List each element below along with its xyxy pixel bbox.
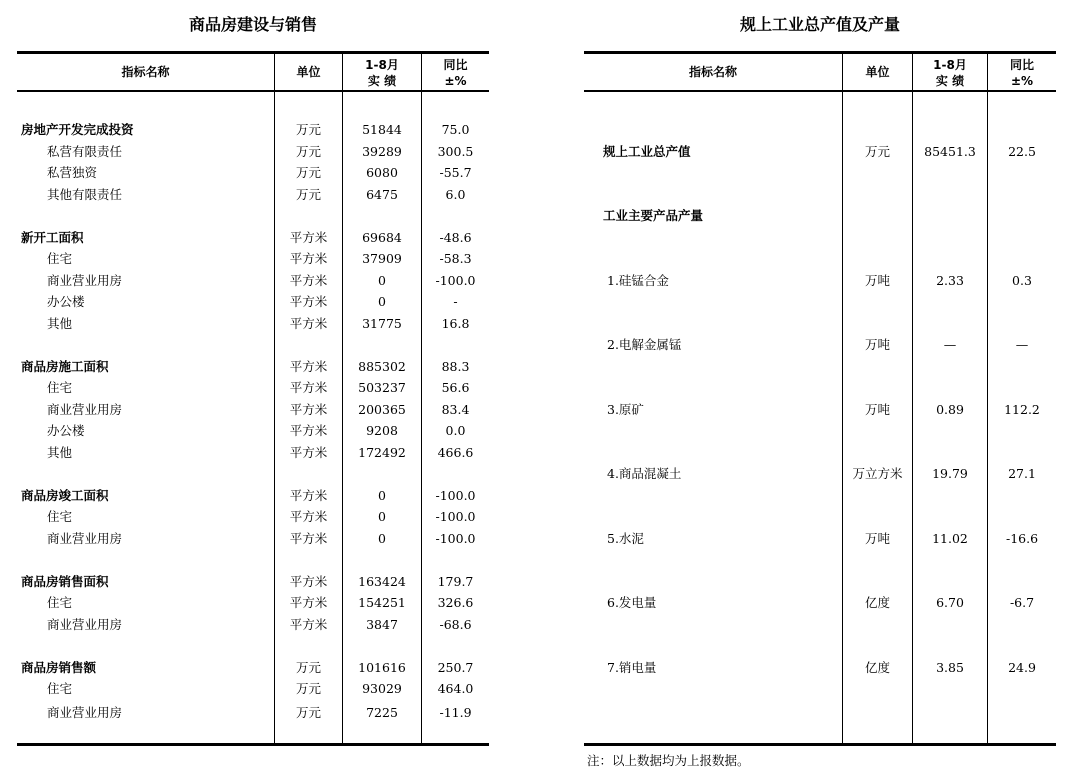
left-table-title: 商品房建设与销售 (188, 15, 317, 34)
right-row-5-name: 4.商品混凝土 (607, 466, 682, 481)
left-row-5-name: 住宅 (47, 251, 73, 266)
left-row-14-unit: 平方米 (289, 488, 328, 503)
left-row-21-name: 住宅 (47, 681, 73, 696)
right-row-1-name: 工业主要产品产量 (603, 208, 704, 223)
left-row-8-value: 31775 (362, 316, 402, 331)
left-row-17-yoy: 179.7 (437, 574, 474, 589)
left-header-rule (17, 90, 489, 92)
left-row-1-value: 39289 (362, 144, 402, 159)
right-row-6-yoy: -16.6 (1005, 531, 1039, 546)
left-row-15-unit: 平方米 (289, 509, 328, 524)
right-row-6-name: 5.水泥 (607, 531, 644, 546)
left-row-18-unit: 平方米 (289, 595, 328, 610)
left-row-18-yoy: 326.6 (437, 595, 474, 610)
left-row-7-unit: 平方米 (289, 294, 328, 309)
left-row-14-yoy: -100.0 (435, 488, 476, 503)
left-row-10-unit: 平方米 (289, 380, 328, 395)
left-row-10-yoy: 56.6 (441, 380, 470, 395)
left-row-2-unit: 万元 (295, 165, 321, 180)
right-row-2-value: 2.33 (936, 273, 964, 288)
left-row-19-name: 商业营业用房 (47, 617, 123, 632)
left-bottom-rule (17, 743, 489, 746)
left-row-3-yoy: 6.0 (445, 187, 466, 202)
left-row-3-unit: 万元 (295, 187, 321, 202)
left-row-20-value: 101616 (358, 660, 406, 675)
right-row-0-yoy: 22.5 (1008, 144, 1036, 159)
left-row-11-unit: 平方米 (289, 402, 328, 417)
left-row-11-name: 商业营业用房 (47, 402, 123, 417)
right-top-rule (584, 51, 1056, 54)
left-row-11-yoy: 83.4 (441, 402, 470, 417)
left-row-3-name: 其他有限责任 (47, 187, 123, 202)
right-row-0-name: 规上工业总产值 (603, 144, 691, 159)
right-row-3-name: 2.电解金属锰 (607, 337, 682, 352)
left-row-4-unit: 平方米 (289, 230, 328, 245)
left-row-6-name: 商业营业用房 (47, 273, 123, 288)
left-row-14-value: 0 (378, 488, 386, 503)
right-row-2-name: 1.硅锰合金 (607, 273, 669, 288)
left-row-1-yoy: 300.5 (437, 144, 474, 159)
left-row-12-name: 办公楼 (47, 423, 85, 438)
left-top-rule (17, 51, 489, 54)
right-row-4-name: 3.原矿 (607, 402, 644, 417)
right-row-1-yoy (988, 208, 1056, 224)
left-row-5-unit: 平方米 (289, 251, 328, 266)
left-row-20-unit: 万元 (295, 660, 321, 675)
left-row-9-unit: 平方米 (289, 359, 328, 374)
left-row-22-yoy: -11.9 (439, 705, 472, 720)
right-row-3-value: — (943, 337, 957, 352)
right-row-3-unit: 万吨 (864, 337, 890, 352)
right-row-0-unit: 万元 (864, 144, 890, 159)
right-row-3-yoy: — (1015, 337, 1029, 352)
right-row-7-unit: 亿度 (864, 595, 890, 610)
left-row-9-value: 885302 (358, 359, 406, 374)
left-row-15-value: 0 (378, 509, 386, 524)
left-header-actual-line2: 实 绩 (367, 74, 397, 88)
right-row-8-yoy: 24.9 (1008, 660, 1036, 675)
left-row-16-name: 商业营业用房 (47, 531, 123, 546)
left-row-2-yoy: -55.7 (439, 165, 472, 180)
left-row-2-name: 私营独资 (47, 165, 98, 180)
left-row-14-name: 商品房竣工面积 (21, 488, 109, 503)
left-row-6-value: 0 (378, 273, 386, 288)
left-row-8-name: 其他 (47, 316, 73, 331)
left-header-yoy-line2: ±% (444, 74, 467, 88)
right-row-5-unit: 万立方米 (852, 466, 903, 481)
left-row-16-value: 0 (378, 531, 386, 546)
right-row-6-unit: 万吨 (864, 531, 890, 546)
left-row-2-value: 6080 (366, 165, 398, 180)
left-row-1-unit: 万元 (295, 144, 321, 159)
left-row-13-unit: 平方米 (289, 445, 328, 460)
left-row-19-yoy: -68.6 (439, 617, 472, 632)
right-row-2-yoy: 0.3 (1012, 273, 1032, 288)
left-header-name: 指标名称 (121, 65, 170, 79)
left-row-0-yoy: 75.0 (441, 122, 470, 137)
left-row-11-value: 200365 (358, 402, 406, 417)
left-row-13-value: 172492 (358, 445, 406, 460)
left-row-7-name: 办公楼 (47, 294, 85, 309)
right-header-yoy-line2: ±% (1010, 74, 1034, 88)
left-row-15-name: 住宅 (47, 509, 73, 524)
left-row-4-name: 新开工面积 (21, 230, 84, 245)
left-row-12-yoy: 0.0 (445, 423, 466, 438)
left-row-8-yoy: 16.8 (441, 316, 470, 331)
left-row-4-value: 69684 (362, 230, 402, 245)
left-row-12-unit: 平方米 (289, 423, 328, 438)
right-header-name: 指标名称 (688, 65, 737, 79)
left-row-21-yoy: 464.0 (437, 681, 474, 696)
left-row-9-name: 商品房施工面积 (21, 359, 109, 374)
left-row-1-name: 私营有限责任 (47, 144, 123, 159)
left-row-18-value: 154251 (358, 595, 406, 610)
right-row-5-value: 19.79 (932, 466, 968, 481)
left-row-13-name: 其他 (47, 445, 73, 460)
left-header-yoy-line1: 同比 (443, 58, 468, 72)
left-row-3-value: 6475 (366, 187, 398, 202)
left-row-22-unit: 万元 (295, 705, 321, 720)
left-row-7-yoy: - (453, 294, 458, 309)
left-row-13-yoy: 466.6 (437, 445, 474, 460)
right-row-8-name: 7.销电量 (607, 660, 657, 675)
right-header-actual-line2: 实 绩 (935, 74, 965, 88)
left-header-unit: 单位 (296, 65, 321, 79)
left-row-18-name: 住宅 (47, 595, 73, 610)
left-row-10-value: 503237 (358, 380, 406, 395)
right-row-4-unit: 万吨 (864, 402, 890, 417)
right-row-4-yoy: 112.2 (1004, 402, 1040, 417)
right-row-0-value: 85451.3 (924, 144, 976, 159)
left-header-actual-line1: 1-8月 (365, 58, 399, 72)
right-row-8-value: 3.85 (936, 660, 964, 675)
left-row-21-value: 93029 (362, 681, 402, 696)
left-row-9-yoy: 88.3 (441, 359, 470, 374)
left-row-6-yoy: -100.0 (435, 273, 476, 288)
left-row-4-yoy: -48.6 (439, 230, 472, 245)
right-header-rule (584, 90, 1056, 92)
left-row-15-yoy: -100.0 (435, 509, 476, 524)
left-row-0-value: 51844 (362, 122, 402, 137)
right-row-4-value: 0.89 (936, 402, 964, 417)
left-row-20-name: 商品房销售额 (21, 660, 97, 675)
right-row-1-value (913, 208, 987, 224)
left-row-19-value: 3847 (366, 617, 398, 632)
left-row-17-name: 商品房销售面积 (21, 574, 109, 589)
left-row-22-value: 7225 (366, 705, 398, 720)
left-row-12-value: 9208 (366, 423, 398, 438)
left-row-6-unit: 平方米 (289, 273, 328, 288)
right-header-yoy-line1: 同比 (1009, 58, 1034, 72)
right-header-unit: 单位 (865, 65, 890, 79)
left-row-0-name: 房地产开发完成投资 (21, 122, 134, 137)
left-row-7-value: 0 (378, 294, 386, 309)
right-row-7-name: 6.发电量 (607, 595, 657, 610)
left-row-5-value: 37909 (362, 251, 402, 266)
left-row-20-yoy: 250.7 (437, 660, 474, 675)
left-row-0-unit: 万元 (295, 122, 321, 137)
right-row-6-value: 11.02 (932, 531, 968, 546)
right-row-5-yoy: 27.1 (1008, 466, 1036, 481)
right-table-title: 规上工业总产值及产量 (739, 15, 900, 34)
left-row-21-unit: 万元 (295, 681, 321, 696)
right-row-7-yoy: -6.7 (1009, 595, 1035, 610)
left-row-5-yoy: -58.3 (439, 251, 472, 266)
right-row-8-unit: 亿度 (864, 660, 890, 675)
left-row-16-yoy: -100.0 (435, 531, 476, 546)
right-bottom-rule (584, 743, 1056, 746)
footnote: 注：以上数据均为上报数据。 (587, 753, 750, 768)
right-row-2-unit: 万吨 (864, 273, 890, 288)
right-row-7-value: 6.70 (936, 595, 964, 610)
left-row-17-value: 163424 (358, 574, 406, 589)
left-row-8-unit: 平方米 (289, 316, 328, 331)
right-row-1-unit (843, 208, 912, 224)
left-row-17-unit: 平方米 (289, 574, 328, 589)
right-header-actual-line1: 1-8月 (933, 58, 967, 72)
left-row-19-unit: 平方米 (289, 617, 328, 632)
left-row-22-name: 商业营业用房 (47, 705, 123, 720)
left-row-16-unit: 平方米 (289, 531, 328, 546)
left-row-10-name: 住宅 (47, 380, 73, 395)
